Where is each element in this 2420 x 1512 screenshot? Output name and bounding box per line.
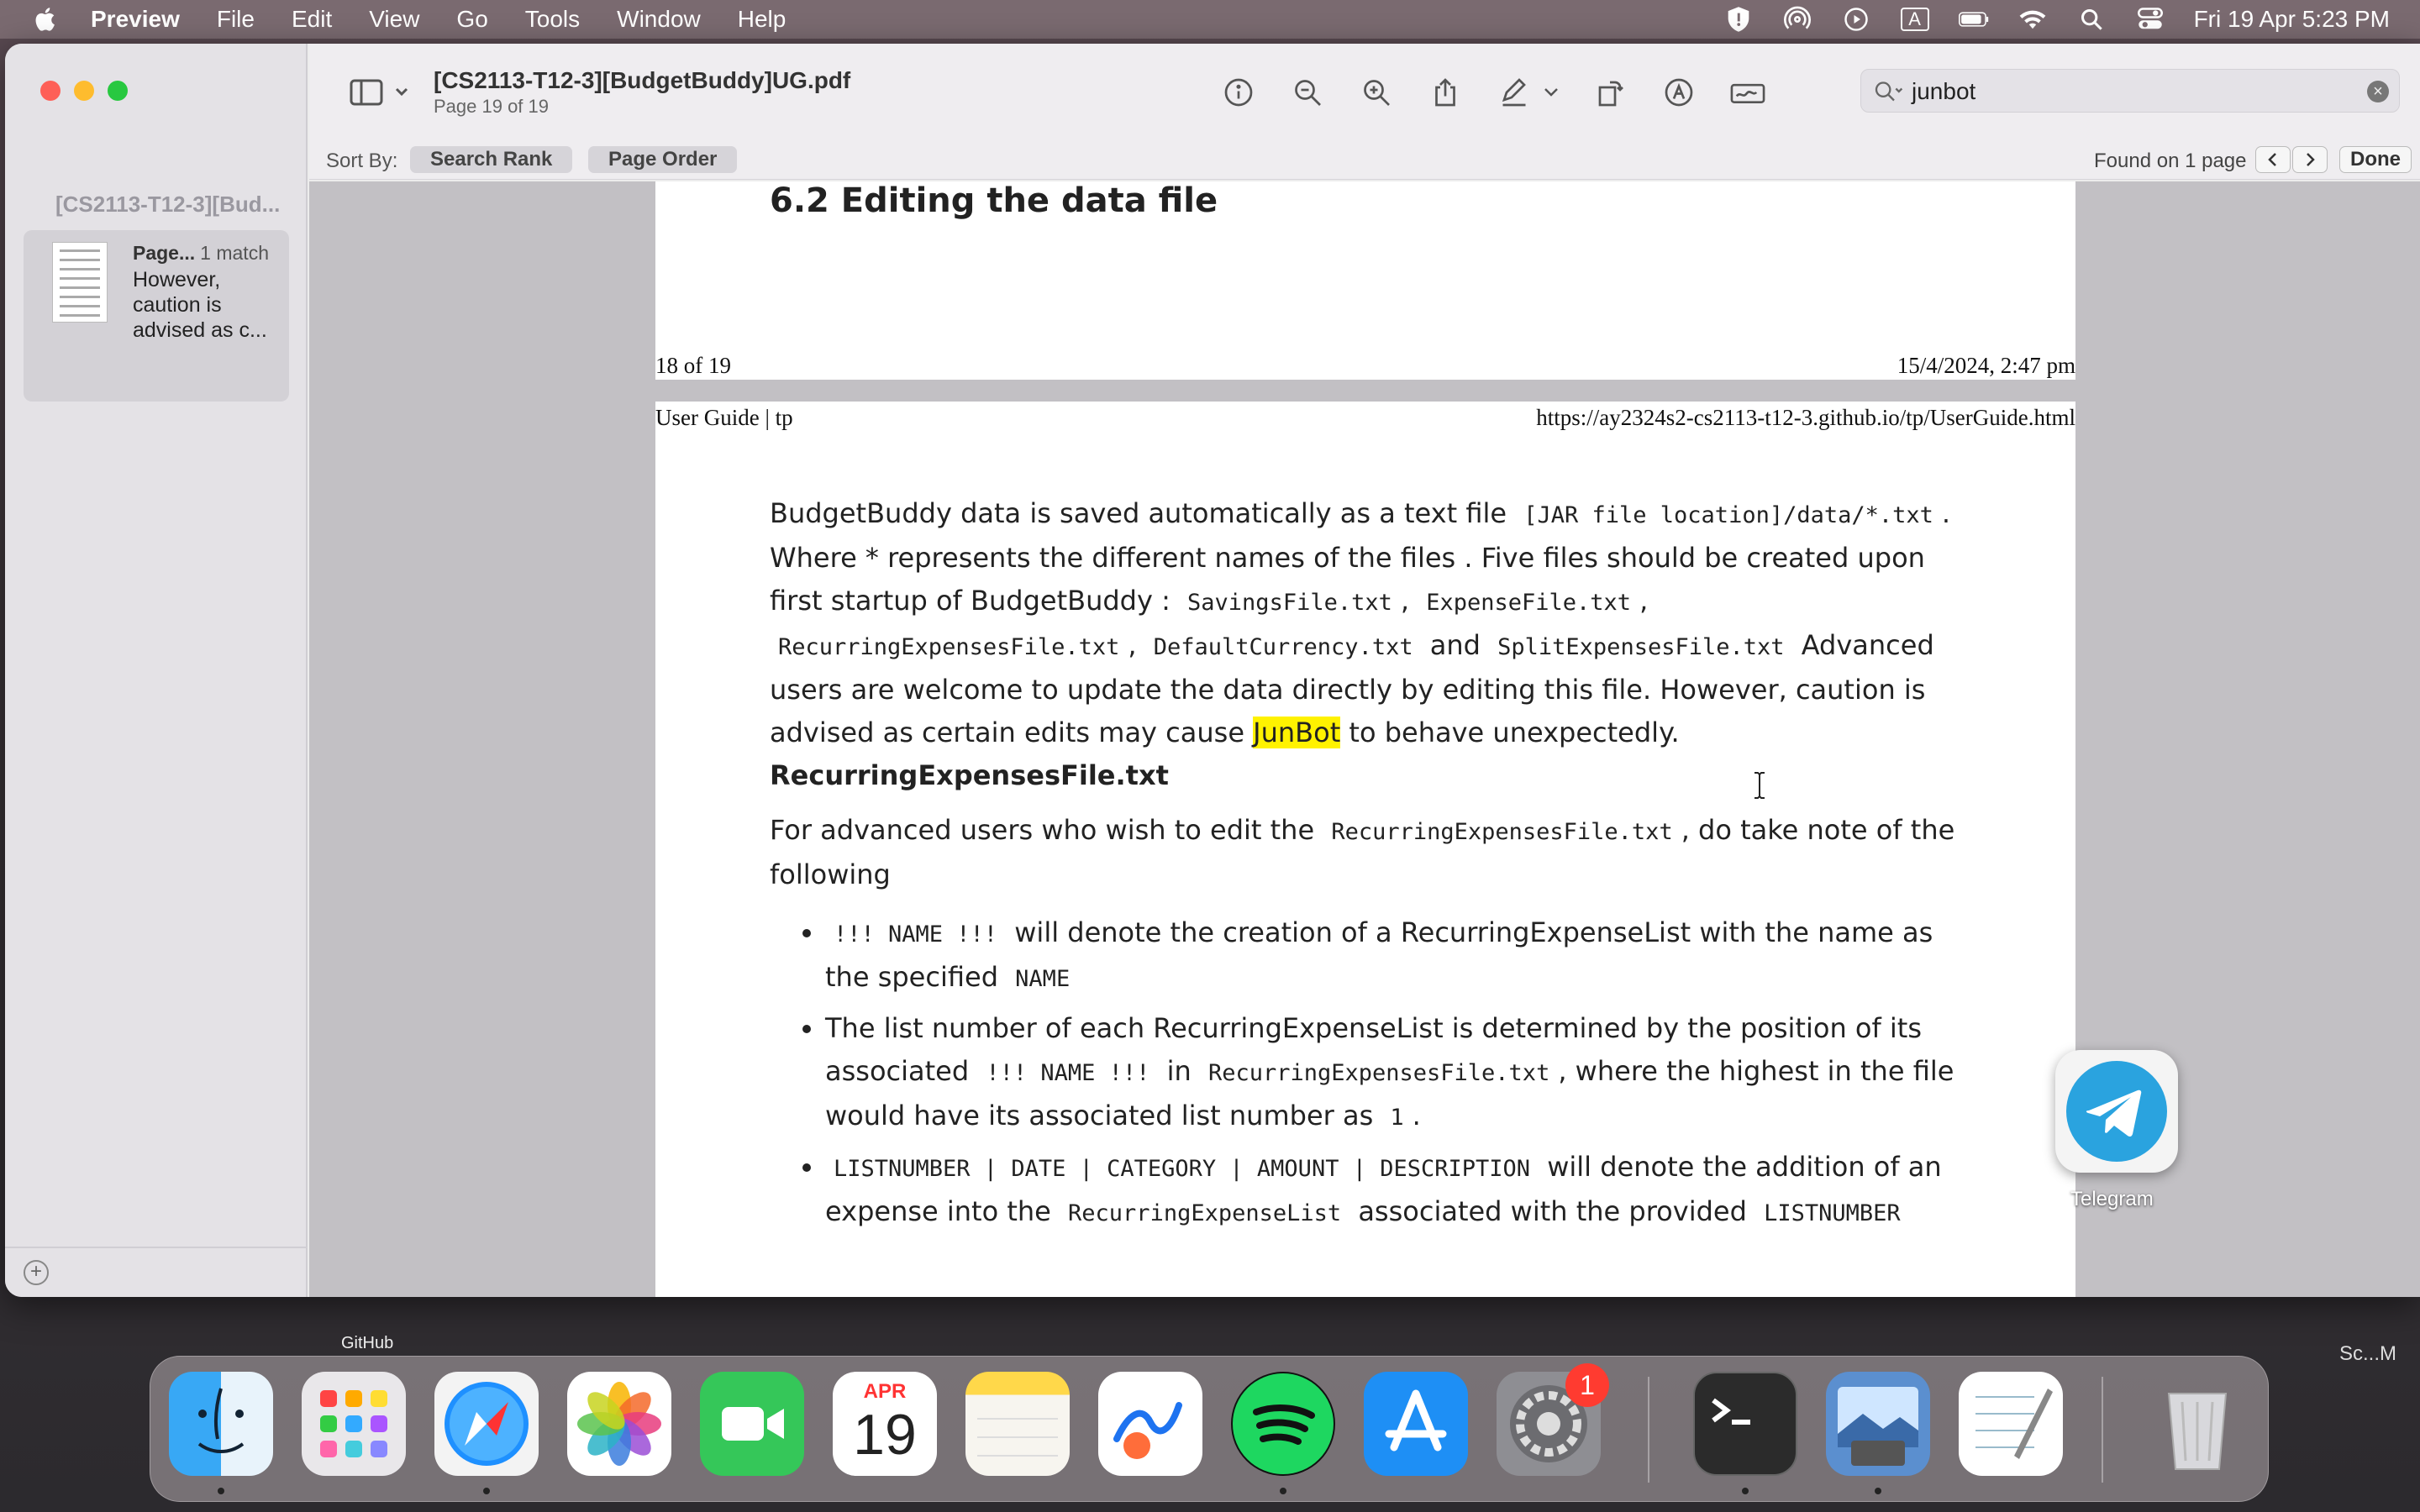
chevron-left-icon (2256, 147, 2290, 172)
safari-app-icon[interactable] (434, 1372, 539, 1476)
toolbar (309, 44, 2420, 141)
running-indicator (1742, 1488, 1749, 1494)
wifi-icon[interactable] (2018, 7, 2048, 32)
found-status: Found on 1 page (2094, 150, 2247, 172)
done-button[interactable]: Done (2339, 146, 2412, 173)
signature-icon[interactable] (1728, 72, 1768, 113)
clear-search-icon[interactable]: × (2367, 81, 2389, 102)
search-field[interactable] (1860, 69, 2400, 113)
find-bar (309, 141, 2420, 180)
annotate-icon[interactable] (1659, 72, 1699, 113)
facetime-app-icon[interactable] (700, 1372, 804, 1476)
menu-edit[interactable]: Edit (291, 6, 333, 32)
page-thumbnail (52, 242, 108, 323)
text: will denote the addition of an expense into the (825, 1151, 1942, 1227)
sidebar-document-name: [CS2113-T12-3][Bud... (55, 192, 281, 217)
input-source-icon[interactable] (1900, 7, 1930, 32)
rules-list (770, 911, 1963, 1235)
menu-app-name[interactable]: Preview (91, 6, 180, 32)
text: to behave unexpectedly. (1349, 717, 1680, 748)
text: . Where * represents the different names of the files . Five files should be created upon first startup of BudgetBuddy : (770, 497, 1951, 617)
pdf-page-19 (655, 402, 2075, 1297)
shield-icon[interactable] (1723, 7, 1754, 32)
page-body (770, 492, 1963, 1242)
text: , do take note of the following (770, 814, 1955, 890)
code: 1 (1390, 1105, 1404, 1131)
telegram-label: Telegram (2070, 1188, 2154, 1210)
code-filename: SplitExpensesFile.txt (1497, 634, 1785, 660)
zoom-window-button[interactable] (108, 81, 128, 101)
list-item (825, 1007, 1963, 1139)
menu-view[interactable]: View (369, 6, 420, 32)
sidebar-toggle-button[interactable] (350, 77, 420, 108)
chevron-down-icon[interactable] (1541, 72, 1561, 113)
result-match-count: 1 match (200, 242, 269, 264)
subsection-heading: RecurringExpensesFile.txt (770, 759, 1169, 791)
page-header-url[interactable]: https://ay2324s2-cs2113-t12-3.github.io/tp/UserGuide.html (1536, 405, 2075, 430)
toolbar-actions (1218, 72, 1797, 113)
search-icon (1871, 80, 1905, 103)
code-filename: RecurringExpensesFile.txt (1207, 1060, 1550, 1086)
finder-app-icon[interactable] (169, 1372, 273, 1476)
sort-search-rank-button[interactable]: Search Rank (410, 146, 572, 173)
photos-app-icon[interactable] (567, 1372, 671, 1476)
previous-match-button[interactable] (2255, 146, 2291, 173)
textedit-app-icon[interactable] (1959, 1372, 2063, 1476)
freeform-app-icon[interactable] (1098, 1372, 1202, 1476)
notification-badge: 1 (1565, 1363, 1609, 1407)
code: !!! NAME !!! (834, 921, 998, 948)
text: associated with the provided (1358, 1195, 1747, 1227)
github-label: GitHub (341, 1334, 394, 1352)
dock (150, 1356, 2269, 1502)
zoom-out-icon[interactable] (1287, 72, 1328, 113)
preview-app-icon[interactable] (1826, 1372, 1930, 1476)
document-page-info: Page 19 of 19 (434, 96, 550, 117)
code: !!! NAME !!! (986, 1060, 1150, 1086)
text: and (1429, 629, 1481, 661)
text: The list number of each RecurringExpenseList is determined by the position of its associated (825, 1012, 1923, 1087)
trash-icon[interactable] (2145, 1372, 2249, 1476)
text: will denote the creation of a RecurringExpenseList with the name as the specified (825, 916, 1933, 993)
code: LISTNUMBER | DATE | CATEGORY | AMOUNT | DESCRIPTION (834, 1156, 1531, 1182)
sort-page-order-button[interactable]: Page Order (588, 146, 737, 173)
spotlight-search-icon[interactable] (2076, 7, 2107, 32)
window-controls (40, 81, 141, 101)
code-filename: RecurringExpensesFile.txt (1331, 819, 1673, 845)
zoom-in-icon[interactable] (1356, 72, 1397, 113)
battery-icon[interactable] (1959, 7, 1989, 32)
screenshot-label: Sc...M (2339, 1342, 2397, 1365)
running-indicator (1875, 1488, 1881, 1494)
chevron-right-icon (2293, 147, 2327, 172)
status-area (1695, 0, 2390, 39)
next-match-button[interactable] (2292, 146, 2328, 173)
running-indicator (218, 1488, 224, 1494)
telegram-widget[interactable] (2055, 1050, 2178, 1173)
text: BudgetBuddy data is saved automatically as a text file (770, 497, 1507, 529)
advanced-users-paragraph (770, 809, 1963, 896)
calendar-app-icon[interactable] (833, 1372, 937, 1476)
sidebar (5, 44, 308, 1297)
result-snippet: However, caution is advised as c... (133, 268, 267, 342)
code-filename: SavingsFile.txt (1187, 590, 1392, 616)
text: in (1166, 1055, 1192, 1087)
terminal-app-icon[interactable] (1693, 1372, 1797, 1476)
rotate-icon[interactable] (1590, 72, 1630, 113)
share-icon[interactable] (1425, 72, 1465, 113)
document-title: [CS2113-T12-3][BudgetBuddy]UG.pdf (434, 67, 851, 93)
sort-by-label: Sort By: (326, 150, 398, 172)
spotify-app-icon[interactable] (1231, 1372, 1335, 1476)
launchpad-app-icon[interactable] (302, 1372, 406, 1476)
page-footer-number: 18 of 19 (655, 353, 731, 378)
apple-menu-icon[interactable] (32, 5, 60, 34)
page-footer-date: 15/4/2024, 2:47 pm (1897, 353, 2075, 378)
menu-window[interactable]: Window (617, 6, 701, 32)
dock-separator (2102, 1377, 2103, 1483)
markup-pen-icon[interactable] (1494, 72, 1534, 113)
app-store-app-icon[interactable] (1364, 1372, 1468, 1476)
play-icon[interactable] (1841, 7, 1871, 32)
menu-help[interactable]: Help (737, 6, 786, 32)
code: NAME (1015, 966, 1071, 992)
result-page-label: Page... (133, 242, 196, 264)
telegram-icon (2055, 1050, 2178, 1173)
text: For advanced users who wish to edit the (770, 814, 1315, 846)
menu-file[interactable]: File (216, 6, 255, 32)
menu-bar (0, 0, 2420, 39)
search-value[interactable]: junbot (1912, 78, 1976, 104)
minimize-window-button[interactable] (74, 81, 94, 101)
notes-app-icon[interactable] (965, 1372, 1070, 1476)
calendar-day: 19 (853, 1403, 917, 1467)
text: . (1412, 1100, 1421, 1131)
list-item (825, 911, 1963, 1000)
page-header-title: User Guide | tp (655, 405, 793, 430)
data-file-paragraph: BudgetBuddy data is saved automatically as a text file [JAR file location]/data/*.txt . Where * represents the different names of the files . Five files should be created upon first startup of BudgetBuddy : SavingsFile.txt , ExpenseFile.txt , RecurringExpensesFile.txt , DefaultCurrency.txt and SplitExpensesFile.txt Advanced users are welcome to update the data directly by editing this file. However, caution is advised as certain edits may cause JunBot to behave unexpectedly. (770, 497, 1951, 748)
search-highlight: JunBot (1253, 717, 1341, 748)
info-icon[interactable] (1218, 72, 1259, 113)
section-heading: 6.2 Editing the data file (770, 181, 1218, 220)
running-indicator (483, 1488, 490, 1494)
pdf-page-18 (655, 181, 2075, 380)
code: RecurringExpenseList (1068, 1200, 1342, 1226)
close-window-button[interactable] (40, 81, 60, 101)
input-source-label: A (1901, 8, 1929, 31)
text: Advanced users are welcome to update the data directly by editing this file. However, caution is advised as certain edits may cause (770, 629, 1934, 748)
control-center-icon[interactable] (2135, 7, 2165, 32)
text-cursor-icon (1751, 771, 1768, 800)
sidebar-icon (350, 77, 420, 108)
dock-separator (1648, 1377, 1649, 1483)
search-result-item[interactable] (24, 230, 289, 402)
code-filename: ExpenseFile.txt (1426, 590, 1632, 616)
add-icon[interactable]: + (24, 1260, 49, 1285)
running-indicator (1280, 1488, 1286, 1494)
code-filename: DefaultCurrency.txt (1153, 634, 1413, 660)
airdrop-icon[interactable] (1782, 7, 1812, 32)
menubar-clock[interactable]: Fri 19 Apr 5:23 PM (2193, 6, 2390, 32)
list-item (825, 1146, 1963, 1235)
code-path: [JAR file location]/data/*.txt (1523, 502, 1933, 528)
sidebar-divider (5, 1247, 308, 1248)
calendar-month: APR (863, 1380, 907, 1403)
menu-tools[interactable]: Tools (524, 6, 581, 32)
text: , where the highest in the file would have its associated list number as (825, 1055, 1954, 1131)
code: LISTNUMBER (1764, 1200, 1901, 1226)
menu-go[interactable]: Go (456, 6, 488, 32)
code-filename: RecurringExpensesFile.txt (778, 634, 1120, 660)
